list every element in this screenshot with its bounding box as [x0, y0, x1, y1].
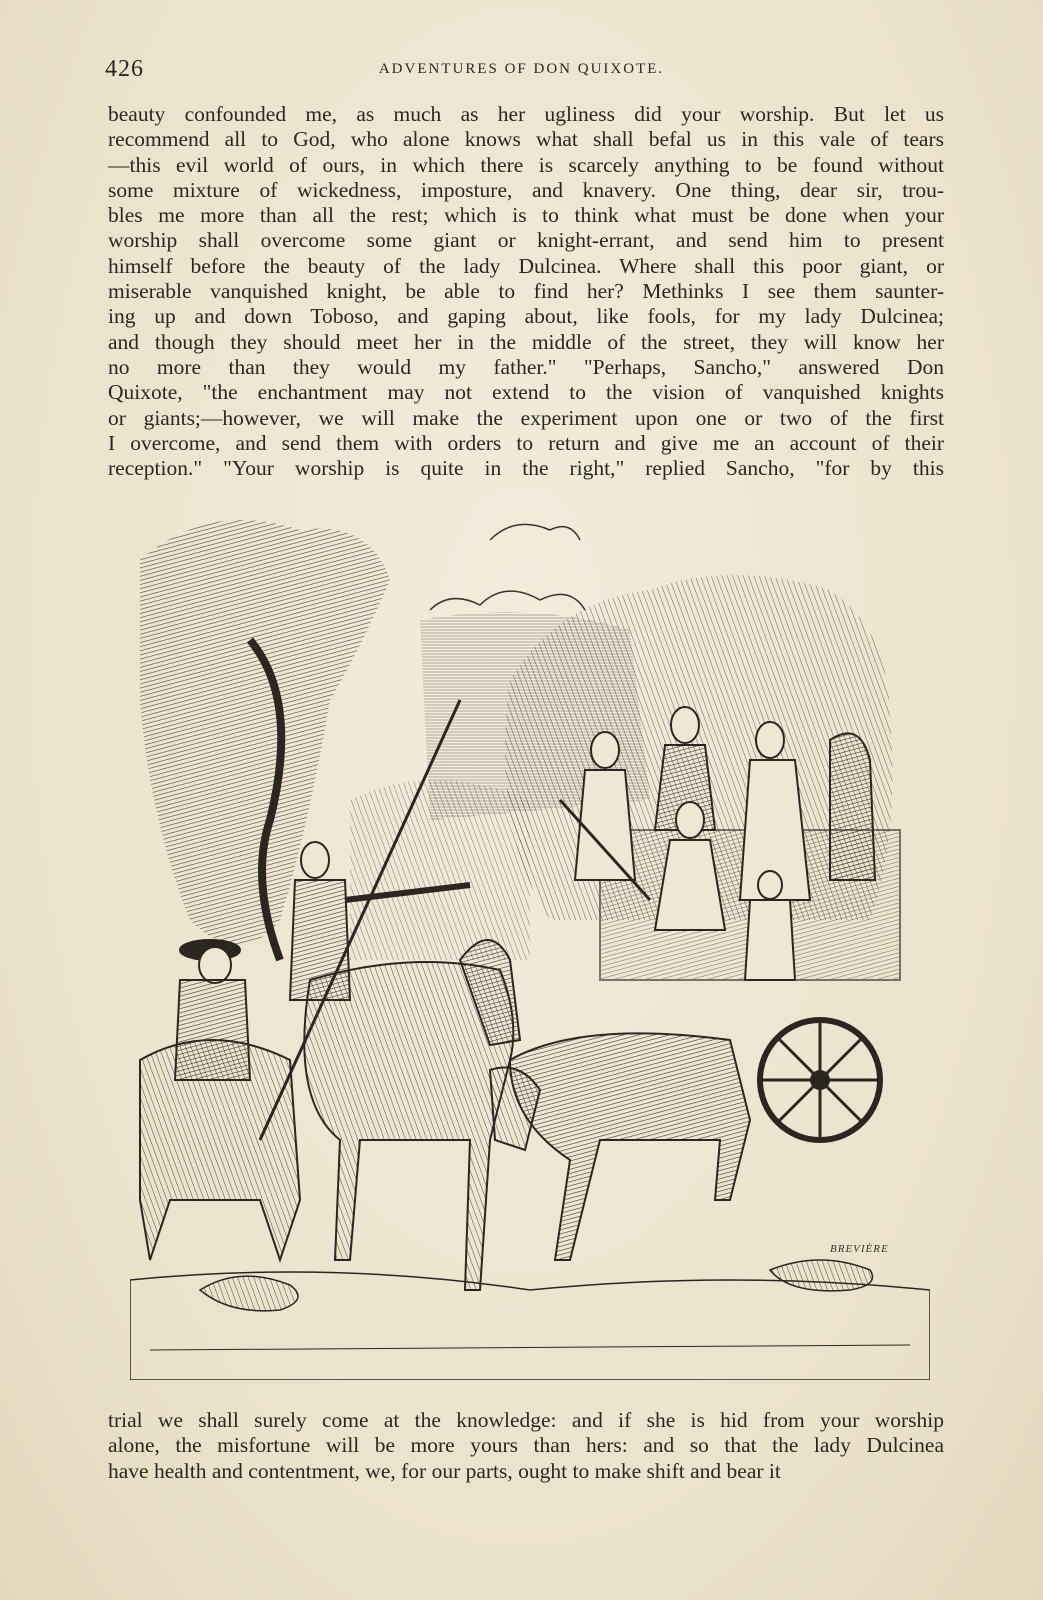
text-line: trial we shall surely come at the knowledge: and if she is hid from your worship [108, 1408, 944, 1432]
page-number: 426 [105, 56, 144, 82]
rock [770, 1260, 873, 1291]
text-line: bles me more than all the rest; which is to think what must be done when your [108, 203, 944, 228]
body-text-bottom [108, 1408, 944, 1484]
text-line: reception." "Your worship is quite in the right," replied Sancho, "for by this [108, 456, 944, 481]
text-line: —this evil world of ours, in which there is scarcely anything to be found without [108, 152, 944, 177]
text-line: worship shall overcome some giant or knight-errant, and send him to present [108, 228, 944, 253]
text-line: miserable vanquished knight, be able to find her? Methinks I see them saunter- [108, 279, 944, 304]
text-line: himself before the beauty of the lady Dulcinea. Where shall this poor giant, or [108, 253, 944, 278]
text-line: no more than they would my father." "Perhaps, Sancho," answered Don [108, 354, 944, 379]
text-line: and though they should meet her in the middle of the street, they will know her [108, 329, 944, 354]
text-line: or giants;—however, we will make the experiment upon one or two of the first [108, 405, 944, 430]
body-text-top [108, 102, 944, 481]
cloud [490, 524, 580, 540]
text-line: have health and contentment, we, for our parts, ought to make shift and bear it [108, 1458, 781, 1483]
mules [490, 1033, 750, 1260]
text-line: some mixture of wickedness, imposture, and knavery. One thing, dear sir, trou- [108, 177, 944, 202]
text-line: Quixote, "the enchantment may not extend to the vision of vanquished knights [108, 380, 944, 405]
artist-signature: BREVIÈRE [830, 1243, 889, 1255]
text-line: alone, the misfortune will be more yours than hers: and so that the lady Dulcinea [108, 1433, 944, 1458]
background-hills [350, 780, 530, 960]
ground-line [150, 1345, 910, 1350]
text-line: ing up and down Toboso, and gaping about, like fools, for my lady Dulcinea; [108, 304, 944, 329]
text-line: I overcome, and send them with orders to return and give me an account of their [108, 430, 944, 455]
cloud [430, 591, 585, 610]
text-line: recommend all to God, who alone knows what shall befal us in this vale of tears [108, 127, 944, 152]
page-header [0, 56, 1043, 86]
text-line: beauty confounded me, as much as her ugliness did your worship. But let us [108, 102, 944, 126]
rock [200, 1276, 298, 1311]
running-head: ADVENTURES OF DON QUIXOTE. [378, 61, 665, 77]
engraving-illustration [130, 500, 930, 1380]
sancho-figure [140, 940, 300, 1260]
wheel-spokes [760, 1020, 880, 1140]
engraving-svg [130, 500, 930, 1380]
